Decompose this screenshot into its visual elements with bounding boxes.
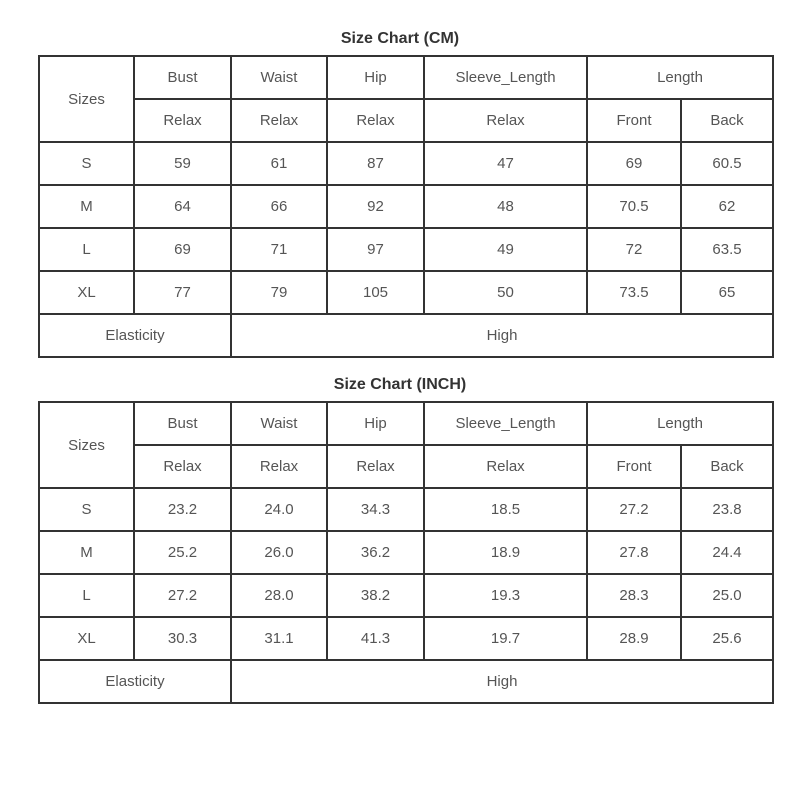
- table-row: [39, 574, 773, 617]
- waist-cell: 26.0: [231, 531, 327, 574]
- length-back-subheader: Back: [681, 445, 773, 488]
- sleeve-length-cell: 19.7: [424, 617, 587, 660]
- elasticity-row: [39, 660, 773, 703]
- sizes-header: Sizes: [39, 56, 134, 142]
- length-front-cell: 70.5: [587, 185, 681, 228]
- size-cell: S: [39, 488, 134, 531]
- elasticity-label: Elasticity: [39, 314, 231, 357]
- table-row: [39, 531, 773, 574]
- length-back-cell: 62: [681, 185, 773, 228]
- sleeve-length-cell: 19.3: [424, 574, 587, 617]
- table-row: [39, 271, 773, 314]
- sleeve-length-cell: 47: [424, 142, 587, 185]
- sizes-header: Sizes: [39, 402, 134, 488]
- waist-header: Waist: [231, 402, 327, 445]
- bust-header: Bust: [134, 402, 231, 445]
- waist-cell: 24.0: [231, 488, 327, 531]
- bust-cell: 59: [134, 142, 231, 185]
- bust-subheader: Relax: [134, 99, 231, 142]
- length-front-cell: 27.2: [587, 488, 681, 531]
- size-cell: XL: [39, 271, 134, 314]
- size-cell: XL: [39, 617, 134, 660]
- hip-cell: 97: [327, 228, 424, 271]
- table-row: [39, 142, 773, 185]
- waist-cell: 66: [231, 185, 327, 228]
- elasticity-value: High: [231, 314, 773, 357]
- length-front-cell: 28.3: [587, 574, 681, 617]
- bust-cell: 27.2: [134, 574, 231, 617]
- sleeve-length-subheader: Relax: [424, 445, 587, 488]
- waist-cell: 31.1: [231, 617, 327, 660]
- size-chart-cm-table: [38, 55, 774, 358]
- length-back-cell: 25.0: [681, 574, 773, 617]
- waist-subheader: Relax: [231, 99, 327, 142]
- waist-subheader: Relax: [231, 445, 327, 488]
- waist-cell: 71: [231, 228, 327, 271]
- length-front-cell: 28.9: [587, 617, 681, 660]
- subheader-row: [39, 99, 773, 142]
- bust-cell: 77: [134, 271, 231, 314]
- length-front-cell: 73.5: [587, 271, 681, 314]
- hip-cell: 92: [327, 185, 424, 228]
- table-row: [39, 185, 773, 228]
- hip-cell: 38.2: [327, 574, 424, 617]
- sleeve-length-cell: 48: [424, 185, 587, 228]
- length-front-subheader: Front: [587, 99, 681, 142]
- size-cell: M: [39, 185, 134, 228]
- length-back-cell: 23.8: [681, 488, 773, 531]
- hip-cell: 36.2: [327, 531, 424, 574]
- bust-subheader: Relax: [134, 445, 231, 488]
- size-chart-inch-table: [38, 401, 774, 704]
- length-front-cell: 69: [587, 142, 681, 185]
- waist-cell: 28.0: [231, 574, 327, 617]
- hip-cell: 87: [327, 142, 424, 185]
- sleeve-length-cell: 18.5: [424, 488, 587, 531]
- length-header: Length: [587, 402, 773, 445]
- header-row: [39, 56, 773, 99]
- length-back-cell: 65: [681, 271, 773, 314]
- hip-header: Hip: [327, 402, 424, 445]
- size-cell: M: [39, 531, 134, 574]
- size-cell: L: [39, 574, 134, 617]
- length-front-cell: 27.8: [587, 531, 681, 574]
- length-front-cell: 72: [587, 228, 681, 271]
- hip-subheader: Relax: [327, 99, 424, 142]
- size-cell: S: [39, 142, 134, 185]
- elasticity-value: High: [231, 660, 773, 703]
- bust-cell: 69: [134, 228, 231, 271]
- table-row: [39, 488, 773, 531]
- bust-cell: 64: [134, 185, 231, 228]
- waist-cell: 61: [231, 142, 327, 185]
- elasticity-label: Elasticity: [39, 660, 231, 703]
- hip-header: Hip: [327, 56, 424, 99]
- hip-cell: 105: [327, 271, 424, 314]
- sleeve-length-cell: 50: [424, 271, 587, 314]
- bust-cell: 25.2: [134, 531, 231, 574]
- sleeve-length-subheader: Relax: [424, 99, 587, 142]
- size-chart-inch-title: Size Chart (INCH): [333, 376, 467, 393]
- bust-cell: 30.3: [134, 617, 231, 660]
- length-front-subheader: Front: [587, 445, 681, 488]
- size-chart-cm-title: Size Chart (CM): [340, 30, 460, 47]
- sleeve-length-header: Sleeve_Length: [424, 56, 587, 99]
- length-back-cell: 25.6: [681, 617, 773, 660]
- waist-header: Waist: [231, 56, 327, 99]
- length-header: Length: [587, 56, 773, 99]
- sleeve-length-cell: 49: [424, 228, 587, 271]
- sleeve-length-header: Sleeve_Length: [424, 402, 587, 445]
- sleeve-length-cell: 18.9: [424, 531, 587, 574]
- length-back-cell: 60.5: [681, 142, 773, 185]
- subheader-row: [39, 445, 773, 488]
- header-row: [39, 402, 773, 445]
- length-back-cell: 24.4: [681, 531, 773, 574]
- hip-subheader: Relax: [327, 445, 424, 488]
- table-row: [39, 228, 773, 271]
- hip-cell: 34.3: [327, 488, 424, 531]
- elasticity-row: [39, 314, 773, 357]
- hip-cell: 41.3: [327, 617, 424, 660]
- table-row: [39, 617, 773, 660]
- size-cell: L: [39, 228, 134, 271]
- waist-cell: 79: [231, 271, 327, 314]
- bust-cell: 23.2: [134, 488, 231, 531]
- length-back-cell: 63.5: [681, 228, 773, 271]
- bust-header: Bust: [134, 56, 231, 99]
- length-back-subheader: Back: [681, 99, 773, 142]
